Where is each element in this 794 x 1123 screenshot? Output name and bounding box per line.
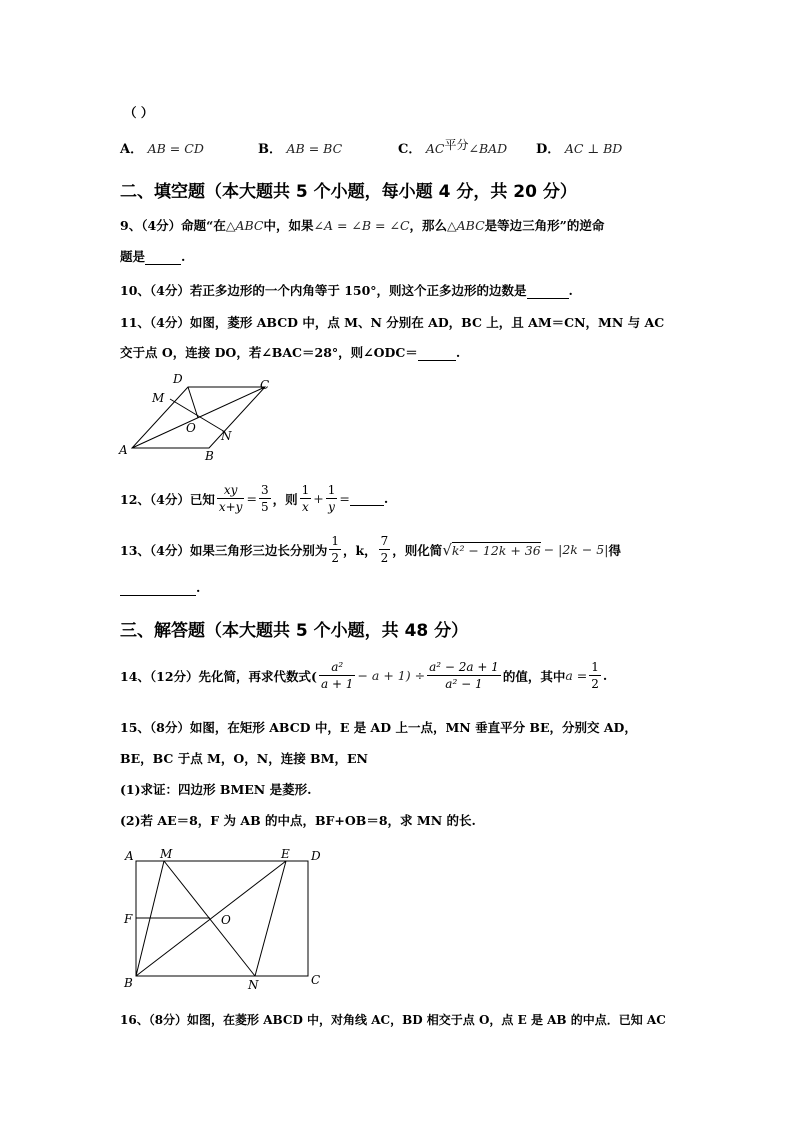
sqrt-sign: √ [442,540,452,559]
q14-mid: 的值，其中 [502,668,566,684]
label-d: D [311,849,321,863]
q10-text: 10、（4分）若正多边形的一个内角等于 150°，则这个正多边形的边数是 [120,283,527,298]
q13-mid: ，则化简 [392,542,443,558]
abs-term: − |2k − 5| [543,542,609,557]
q15-rectangle-figure [118,843,328,993]
q15-line2: BE，BC 于点 M，O，N，连接 BM，EN [120,751,368,766]
section-3-title: 三、解答题（本大题共 5 个小题，共 48 分） [120,621,469,641]
option-expr-a: AC [425,141,445,156]
answer-blank[interactable] [120,580,196,596]
q15-line3: (1)求证：四边形 BMEN 是菱形. [120,782,312,797]
option-expr-b: ∠BAD [468,141,508,156]
option-expr: AC ⊥ BD [564,141,623,156]
q15-line1: 15、（8分）如图，在矩形 ABCD 中，E 是 AD 上一点，MN 垂直平分 BE，分别交 AD， [120,720,637,735]
q9-prefix: 9、（4分）命题“在 [120,218,226,233]
option-letter: C． [398,142,422,157]
fraction-1-x: $\frac{1}{x}$ [301,483,310,514]
option-expr: AB = BC [286,141,343,156]
label-e: E [281,847,290,861]
q11-end: . [455,345,461,360]
q12-end: . [383,491,389,506]
q11-line2 [120,343,460,361]
fraction-a2-a1: $\frac{\text{a²}}{a + 1}$ [320,660,354,691]
label-b: B [205,449,214,460]
q8-option-b [258,138,342,157]
fraction-1-2: $\frac{1}{2}$ [591,660,599,691]
label-c: C [260,378,270,392]
answer-blank[interactable] [350,491,384,506]
q13-answer-line [120,580,200,596]
q9-line1 [120,216,604,234]
q12-mid: ，则 [272,491,298,507]
q9-tri1: △ABC [225,218,264,233]
q9-line2 [120,247,185,265]
a-equals: a = [565,668,588,683]
q15-line4: (2)若 AE＝8，F 为 AB 的中点，BF+OB＝8，求 MN 的长. [120,813,476,828]
q9-cond: ∠A = ∠B = ∠C [313,218,410,233]
q14-end: . [602,668,608,683]
q11-line1: 11、（4分）如图，菱形 ABCD 中，点 M、N 分别在 AD，BC 上，且 AM＝CN，MN 与 AC [120,315,665,330]
equals-sign: = [339,491,350,506]
q14-line [120,659,607,692]
label-o: O [221,913,231,927]
label-n: N [248,978,259,992]
label-c: C [311,973,321,987]
q14-prefix: 14、（12分）先化简，再求代数式( [120,668,317,684]
section-2-title: 二、填空题（本大题共 5 个小题，每小题 4 分，共 20 分） [120,182,577,202]
q10-line [120,281,573,299]
q9-mid2: ，那么 [409,218,448,233]
q8-option-d [536,138,622,157]
segment-en [255,861,286,976]
radicand: k² − 12k + 36 [451,542,541,558]
answer-blank[interactable] [418,345,456,361]
fraction-3-5: $\frac{3}{5}$ [260,483,269,514]
label-b: B [124,976,133,990]
fraction-1-2: $\frac{1}{2}$ [331,534,339,565]
answer-blank[interactable] [145,249,181,265]
q9-tail: 是等边三角形”的逆命 [484,218,605,233]
label-a: A [125,849,134,863]
label-m: M [152,391,165,405]
fraction-xy: $\frac{xy}{x+y}$ [218,483,243,514]
q10-end: . [568,283,573,298]
q9-end: . [181,249,186,264]
fraction-1-y: $\frac{1}{y}$ [327,483,336,514]
plus-sign: + [313,491,324,506]
q13-prefix: 13、（4分）如果三角形三边长分别为 [120,542,328,558]
fraction-divisor: $\frac{\text{a² − 2a + 1}}{\text{a² − 1}}$ [429,660,499,691]
label-f: F [124,912,133,926]
option-letter: D． [536,142,561,157]
q8-option-c [398,138,507,157]
label-m: M [160,847,173,861]
q9-mid1: 中，如果 [263,218,314,233]
q14-minus: − a + 1) ÷ [357,668,426,683]
q9-tri2: △ABC [447,218,485,233]
q13-line [120,533,621,566]
q11-line2-text: 交于点 O，连接 DO，若∠BAC＝28°，则∠ODC＝ [120,345,418,360]
fraction-7-2: $\frac{7}{2}$ [380,534,389,565]
label-n: N [221,429,232,443]
q8-paren: （ ） [124,105,154,120]
answer-blank[interactable] [527,283,569,299]
q12-prefix: 12、（4分）已知 [120,491,215,507]
q13-tail: 得 [608,542,621,558]
q9-line2-text: 题是 [120,249,146,264]
label-d: D [173,372,183,386]
option-expr: AB = CD [147,141,204,156]
q13-k: ，k， [342,542,377,558]
label-o: O [186,421,196,435]
option-letter: B． [258,142,282,157]
q8-option-a [120,138,204,157]
option-word: 平分 [444,138,469,152]
q12-line [120,482,388,515]
label-a: A [119,443,128,457]
option-letter: A． [120,142,144,157]
equals-sign: = [246,491,257,506]
q13-end: . [196,580,201,595]
q16-line1: 16、（8分）如图，在菱形 ABCD 中，对角线 AC，BD 相交于点 O，点 E 是 AB 的中点．已知 AC [120,1013,666,1027]
q11-rhombus-figure [115,370,285,460]
